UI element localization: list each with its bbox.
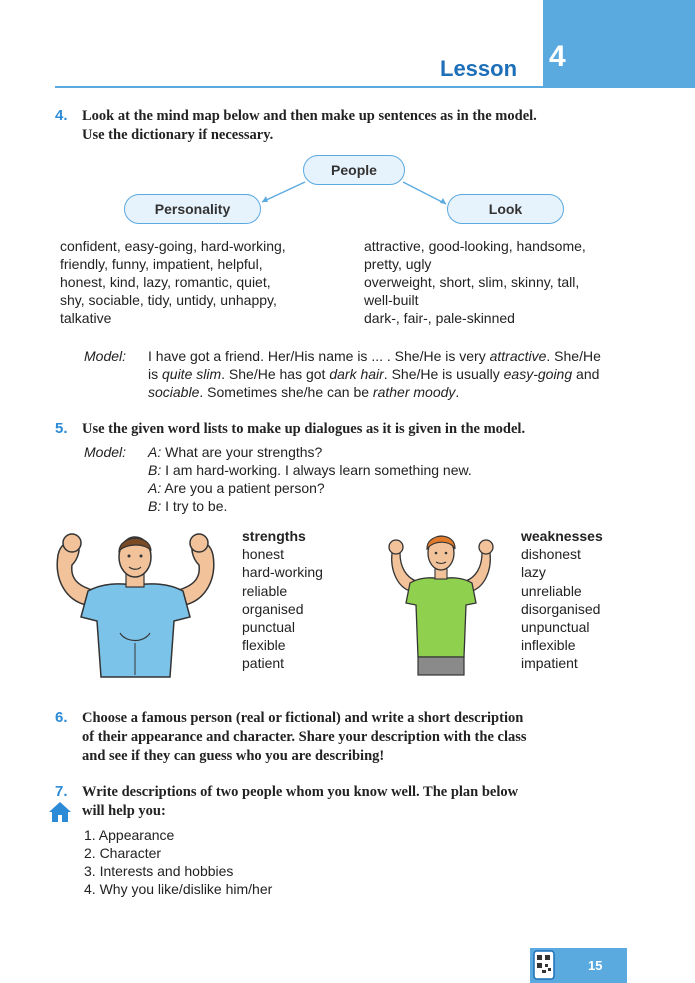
personality-line: friendly, funny, impatient, helpful,: [60, 256, 263, 272]
strong-man-illustration: [48, 525, 223, 683]
model-dialogue: [148, 443, 472, 515]
page-number: 15: [588, 958, 603, 973]
dialogue-line: B: I am hard-working. I always learn something new.: [148, 462, 472, 478]
weakness-item: unpunctual: [521, 619, 590, 636]
personality-line: shy, sociable, tidy, untidy, unhappy,: [60, 292, 277, 308]
model-paragraph: I have got a friend. Her/His name is ... . She/He is very attractive. She/He is quite slim. She/He has got dark hair. She/He is usually easy-going and sociable. Sometimes she/he can be rather moody.: [148, 348, 601, 400]
weakness-item: impatient: [521, 655, 578, 672]
mindmap-connectors: [0, 0, 695, 260]
look-line: attractive, good-looking, handsome,: [364, 238, 586, 254]
home-icon: [48, 801, 72, 823]
look-line: dark-, fair-, pale-skinned: [364, 310, 515, 326]
exercise-5-number: 5.: [55, 420, 68, 437]
mindmap-node-personality: Personality: [124, 194, 261, 224]
dialogue-line: B: I try to be.: [148, 498, 228, 514]
plan-item: 2. Character: [84, 845, 162, 861]
exercise-4-line-1: Look at the mind map below and then make up sentences as in the model.: [82, 108, 537, 124]
lesson-number: 4: [549, 40, 566, 73]
arrow-to-personality: [262, 182, 305, 202]
look-line: pretty, ugly: [364, 256, 432, 272]
look-word-list: [364, 237, 586, 327]
personality-word-list: [60, 237, 286, 327]
mindmap-node-look: Look: [447, 194, 564, 224]
exercise-6-line: and see if they can guess who you are describing!: [82, 748, 385, 764]
weakness-item: inflexible: [521, 637, 576, 654]
plan-item: 4. Why you like/dislike him/her: [84, 881, 273, 897]
exercise-7-instruction: [82, 783, 518, 821]
strength-item: hard-working: [242, 564, 323, 581]
strength-item: honest: [242, 546, 285, 563]
exercise-5-instruction: Use the given word lists to make up dialogues as it is given in the model.: [82, 421, 526, 437]
exercise-4-line-2: Use the dictionary if necessary.: [82, 127, 274, 143]
model-label: Model:: [84, 348, 127, 364]
strength-item: patient: [242, 655, 285, 672]
weaknesses-heading: weaknesses: [521, 528, 603, 544]
look-line: well-built: [364, 292, 419, 308]
exercise-6-number: 6.: [55, 709, 68, 726]
mindmap-node-people: People: [303, 155, 405, 185]
strengths-heading: strengths: [242, 528, 306, 544]
dialogue-line: A: Are you a patient person?: [148, 480, 325, 496]
skinny-man-illustration: [376, 527, 506, 677]
strength-item: flexible: [242, 637, 286, 654]
exercise-6-instruction: [82, 709, 527, 766]
personality-line: confident, easy-going, hard-working,: [60, 238, 286, 254]
exercise-6-line: of their appearance and character. Share your description with the class: [82, 729, 527, 745]
weakness-item: dishonest: [521, 546, 581, 563]
plan-item: 1. Appearance: [84, 827, 175, 843]
exercise-7-plan: [84, 826, 272, 898]
plan-item: 3. Interests and hobbies: [84, 863, 234, 879]
exercise-7-line: will help you:: [82, 803, 166, 819]
weakness-item: lazy: [521, 564, 546, 581]
exercise-7-line: Write descriptions of two people whom you know well. The plan below: [82, 784, 519, 800]
exercise-7-number: 7.: [55, 783, 68, 800]
weakness-item: disorganised: [521, 600, 601, 617]
strength-item: punctual: [242, 619, 295, 636]
exercise-6-line: Choose a famous person (real or fictional) and write a short description: [82, 710, 524, 726]
personality-line: honest, kind, lazy, romantic, quiet,: [60, 274, 271, 290]
weaknesses-list: [521, 527, 603, 673]
look-line: overweight, short, slim, skinny, tall,: [364, 274, 580, 290]
strength-item: reliable: [242, 582, 288, 599]
qr-phone-icon: [532, 950, 556, 980]
lesson-title: Lesson: [440, 56, 518, 81]
strength-item: organised: [242, 600, 304, 617]
weakness-item: unreliable: [521, 582, 582, 599]
personality-line: talkative: [60, 310, 112, 326]
arrow-to-look: [403, 182, 446, 204]
strengths-list: [242, 527, 323, 673]
exercise-4-number: 4.: [55, 107, 68, 124]
dialogue-line: A: What are your strengths?: [148, 444, 323, 460]
dialogue-model-label: Model:: [84, 444, 127, 460]
